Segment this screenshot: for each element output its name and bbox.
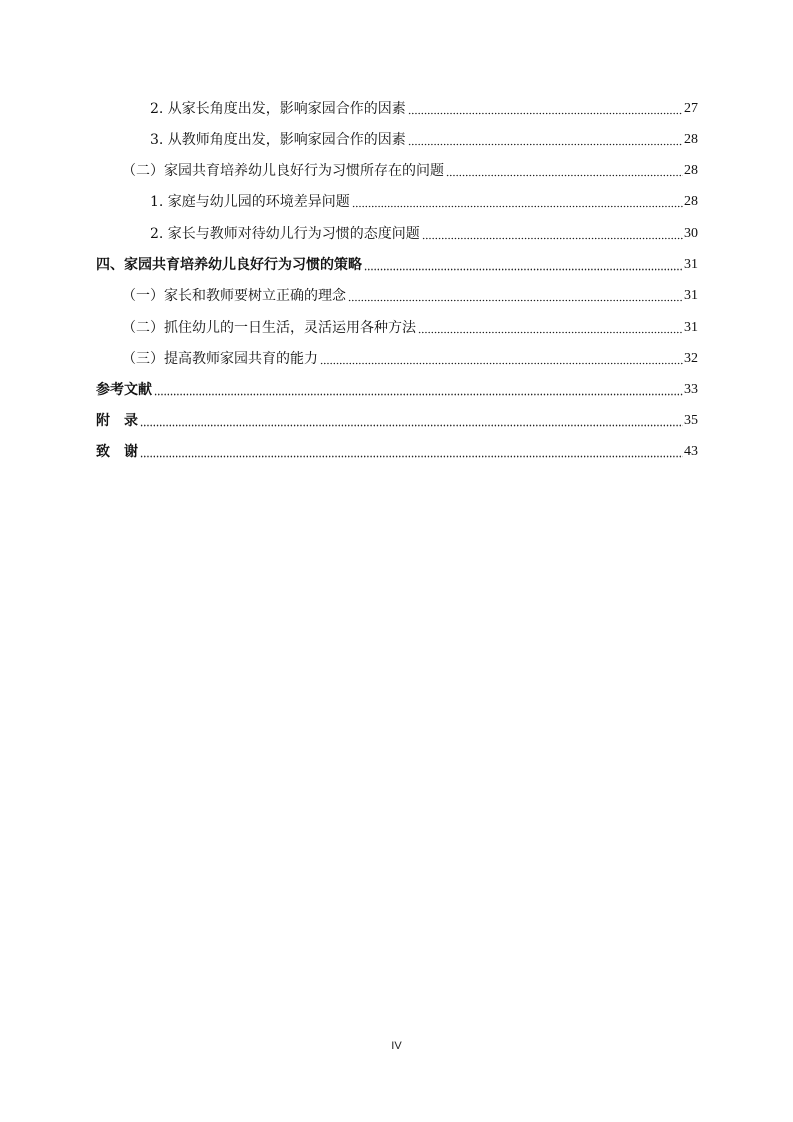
dot-leader xyxy=(140,452,683,458)
toc-entry-page: 31 xyxy=(684,320,698,335)
toc-entry[interactable] xyxy=(150,129,698,151)
dot-leader xyxy=(364,265,683,271)
page-number-footer: IV xyxy=(391,1040,402,1052)
dot-leader xyxy=(320,359,683,365)
toc-entry[interactable] xyxy=(150,98,698,120)
dot-leader xyxy=(140,421,683,427)
toc-entry[interactable] xyxy=(96,410,698,432)
toc-entry-title: （一）家长和教师要树立正确的理念 xyxy=(122,288,346,304)
toc-entry-title: 1. 家庭与幼儿园的环境差异问题 xyxy=(150,194,350,210)
toc-entry-page: 43 xyxy=(684,444,698,459)
toc-entry-title: 参考文献 xyxy=(96,382,152,398)
toc-entry-page: 31 xyxy=(684,257,698,272)
dot-leader xyxy=(352,202,683,208)
toc-entry-title: （二）抓住幼儿的一日生活，灵活运用各种方法 xyxy=(122,320,416,336)
toc-entry-page: 33 xyxy=(684,382,698,397)
toc-entry-page: 28 xyxy=(684,132,698,147)
toc-entry-title: 附 录 xyxy=(96,413,138,429)
toc-entry-title: （二）家园共育培养幼儿良好行为习惯所存在的问题 xyxy=(122,163,444,179)
toc-entry-page: 30 xyxy=(684,226,698,241)
dot-leader xyxy=(408,140,683,146)
toc-entry-page: 27 xyxy=(684,101,698,116)
toc-entry[interactable] xyxy=(122,160,698,182)
toc-entry-page: 35 xyxy=(684,413,698,428)
toc-entry[interactable] xyxy=(150,191,698,213)
toc-entry-page: 28 xyxy=(684,194,698,209)
toc-entry-page: 31 xyxy=(684,288,698,303)
toc-entry-title: 3. 从教师角度出发，影响家园合作的因素 xyxy=(150,132,406,148)
toc-entry-title: 致 谢 xyxy=(96,444,138,460)
toc-entry-page: 32 xyxy=(684,351,698,366)
toc-entry[interactable] xyxy=(96,441,698,463)
dot-leader xyxy=(418,328,683,334)
dot-leader xyxy=(422,234,683,240)
toc-entry-title: 2. 家长与教师对待幼儿行为习惯的态度问题 xyxy=(150,226,420,242)
toc-entry[interactable] xyxy=(122,285,698,307)
toc-entry-title: 四、家园共育培养幼儿良好行为习惯的策略 xyxy=(96,257,362,273)
dot-leader xyxy=(446,171,683,177)
dot-leader xyxy=(154,390,683,396)
toc-entry[interactable] xyxy=(122,317,698,339)
toc-entry-page: 28 xyxy=(684,163,698,178)
toc-entry-title: （三）提高教师家园共育的能力 xyxy=(122,351,318,367)
dot-leader xyxy=(348,296,683,302)
dot-leader xyxy=(408,109,683,115)
toc-entry[interactable] xyxy=(96,254,698,276)
toc-entry[interactable] xyxy=(150,223,698,245)
toc-entry[interactable] xyxy=(96,379,698,401)
toc-entry-title: 2. 从家长角度出发，影响家园合作的因素 xyxy=(150,101,406,117)
toc-entry[interactable] xyxy=(122,348,698,370)
